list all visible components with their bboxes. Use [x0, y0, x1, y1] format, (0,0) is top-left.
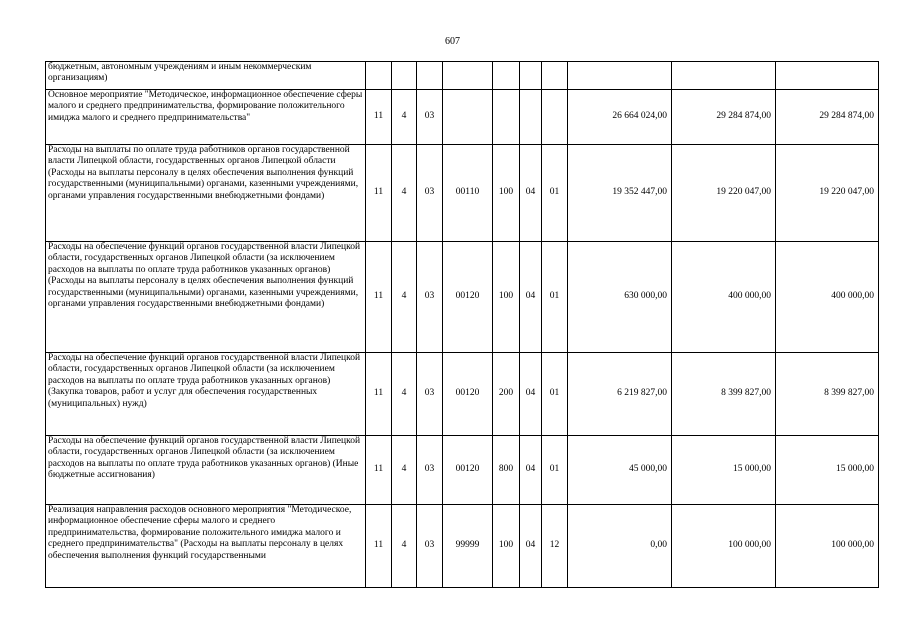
amount-cell — [776, 62, 879, 90]
code-cell: 03 — [417, 505, 443, 588]
row-description: Расходы на обеспечение функций органов государственной власти Липецкой области, государственных органов Липецкой области (за исключением расходов на выплаты по оплате труда работников указанных органов) (Закупка товаров, работ и услуг для обеспечения государственных (муниципальных) нужд) — [46, 353, 366, 436]
amount-cell — [672, 62, 776, 90]
row-description: бюджетным, автономным учреждениям и иным некоммерческим организациям) — [46, 62, 366, 90]
amount-cell: 15 000,00 — [672, 436, 776, 505]
code-cell: 99999 — [443, 505, 493, 588]
table-row — [46, 353, 879, 436]
amount-cell: 29 284 874,00 — [672, 90, 776, 145]
code-cell — [366, 62, 392, 90]
code-cell: 00120 — [443, 242, 493, 353]
table-body — [46, 62, 879, 588]
code-cell: 4 — [392, 90, 417, 145]
table-row — [46, 62, 879, 90]
code-cell — [443, 62, 493, 90]
code-cell: 03 — [417, 145, 443, 242]
code-cell — [392, 62, 417, 90]
code-cell: 4 — [392, 353, 417, 436]
code-cell: 00120 — [443, 353, 493, 436]
table-row — [46, 436, 879, 505]
code-cell: 00110 — [443, 145, 493, 242]
code-cell: 4 — [392, 505, 417, 588]
table-row — [46, 90, 879, 145]
amount-cell: 26 664 024,00 — [568, 90, 672, 145]
amount-cell: 400 000,00 — [776, 242, 879, 353]
code-cell — [520, 90, 542, 145]
code-cell — [542, 62, 568, 90]
table-row — [46, 145, 879, 242]
amount-cell — [568, 62, 672, 90]
code-cell: 04 — [520, 436, 542, 505]
code-cell: 11 — [366, 436, 392, 505]
row-description: Расходы на выплаты по оплате труда работников органов государственной власти Липецкой области, государственных органов Липецкой области (Расходы на выплаты персоналу в целях обеспечения выполнения функций государственными (муниципальными) органами, казенными учреждениями, органами управления государственными внебюджетными фондами) — [46, 145, 366, 242]
code-cell: 11 — [366, 145, 392, 242]
code-cell — [443, 90, 493, 145]
amount-cell: 400 000,00 — [672, 242, 776, 353]
code-cell: 200 — [493, 353, 520, 436]
amount-cell: 100 000,00 — [776, 505, 879, 588]
code-cell: 04 — [520, 353, 542, 436]
code-cell: 11 — [366, 505, 392, 588]
amount-cell: 8 399 827,00 — [776, 353, 879, 436]
amount-cell: 29 284 874,00 — [776, 90, 879, 145]
code-cell: 100 — [493, 145, 520, 242]
page-number: 607 — [445, 36, 460, 47]
budget-table — [45, 61, 879, 588]
code-cell — [520, 62, 542, 90]
code-cell: 01 — [542, 242, 568, 353]
table-row — [46, 242, 879, 353]
row-description: Основное мероприятие "Методическое, информационное обеспечение сферы малого и среднего предпринимательства, формирование положительного имиджа малого и среднего предпринимательства" — [46, 90, 366, 145]
code-cell: 04 — [520, 242, 542, 353]
code-cell: 100 — [493, 505, 520, 588]
code-cell: 03 — [417, 90, 443, 145]
code-cell: 01 — [542, 145, 568, 242]
code-cell: 03 — [417, 353, 443, 436]
code-cell: 11 — [366, 90, 392, 145]
code-cell: 4 — [392, 242, 417, 353]
amount-cell: 6 219 827,00 — [568, 353, 672, 436]
amount-cell: 19 220 047,00 — [776, 145, 879, 242]
code-cell: 4 — [392, 436, 417, 505]
code-cell: 12 — [542, 505, 568, 588]
code-cell: 01 — [542, 353, 568, 436]
row-description: Расходы на обеспечение функций органов государственной власти Липецкой области, государственных органов Липецкой области (за исключением расходов на выплаты по оплате труда работников указанных органов) (Расходы на выплаты персоналу в целях обеспечения выполнения функций государственными (муниципальными) органами, казенными учреждениями, органами управления государственными внебюджетными фондами) — [46, 242, 366, 353]
code-cell — [493, 90, 520, 145]
amount-cell: 100 000,00 — [672, 505, 776, 588]
code-cell: 00120 — [443, 436, 493, 505]
amount-cell: 0,00 — [568, 505, 672, 588]
row-description: Расходы на обеспечение функций органов государственной власти Липецкой области, государственных органов Липецкой области (за исключением расходов на выплаты по оплате труда работников указанных органов) (Иные бюджетные ассигнования) — [46, 436, 366, 505]
code-cell: 03 — [417, 436, 443, 505]
amount-cell: 8 399 827,00 — [672, 353, 776, 436]
amount-cell: 630 000,00 — [568, 242, 672, 353]
code-cell: 100 — [493, 242, 520, 353]
code-cell: 800 — [493, 436, 520, 505]
code-cell: 11 — [366, 242, 392, 353]
code-cell — [417, 62, 443, 90]
code-cell: 01 — [542, 436, 568, 505]
amount-cell: 19 220 047,00 — [672, 145, 776, 242]
row-description: Реализация направления расходов основного мероприятия "Методическое, информационное обеспечение сферы малого и среднего предпринимательства, формирование положительного имиджа малого и среднего предпринимательства" (Расходы на выплаты персоналу в целях обеспечения выполнения функций государственными — [46, 505, 366, 588]
code-cell: 04 — [520, 145, 542, 242]
code-cell: 4 — [392, 145, 417, 242]
amount-cell: 15 000,00 — [776, 436, 879, 505]
code-cell — [542, 90, 568, 145]
code-cell: 11 — [366, 353, 392, 436]
code-cell: 04 — [520, 505, 542, 588]
code-cell: 03 — [417, 242, 443, 353]
amount-cell: 19 352 447,00 — [568, 145, 672, 242]
table-row — [46, 505, 879, 588]
amount-cell: 45 000,00 — [568, 436, 672, 505]
code-cell — [493, 62, 520, 90]
